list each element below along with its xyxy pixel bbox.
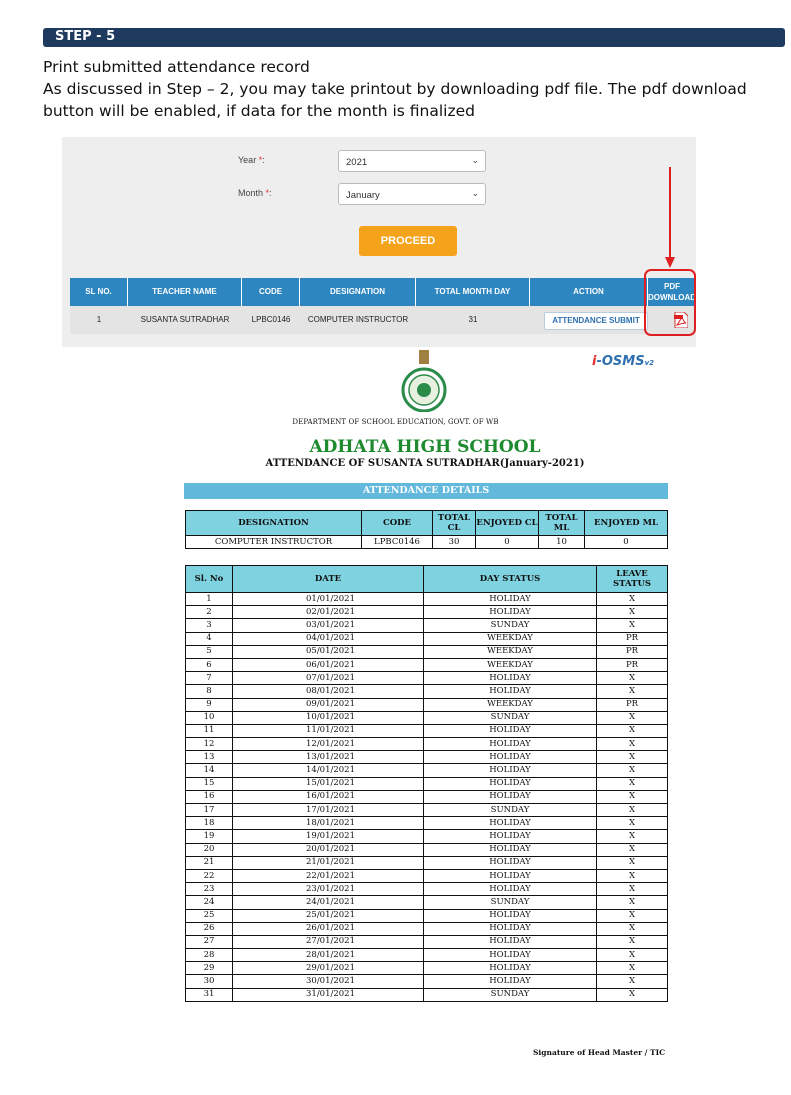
day-date: 15/01/2021 xyxy=(233,777,424,790)
day-leave-status: PR xyxy=(597,632,668,645)
table-row xyxy=(186,698,668,711)
step-header xyxy=(43,28,785,47)
day-status: WEEKDAY xyxy=(424,658,597,671)
day-date: 24/01/2021 xyxy=(233,896,424,909)
day-leave-status: X xyxy=(597,909,668,922)
day-date: 29/01/2021 xyxy=(233,962,424,975)
col-action: ACTION xyxy=(530,278,648,306)
day-status: SUNDAY xyxy=(424,988,597,1001)
table-row xyxy=(186,856,668,869)
day-status: HOLIDAY xyxy=(424,869,597,882)
summary-col-enjoyed-cl: ENJOYED CL xyxy=(476,511,539,536)
summary-col-code: CODE xyxy=(362,511,433,536)
day-leave-status: X xyxy=(597,685,668,698)
day-status: HOLIDAY xyxy=(424,672,597,685)
table-row xyxy=(186,672,668,685)
day-leave-status: PR xyxy=(597,658,668,671)
table-row xyxy=(186,790,668,803)
day-sl: 4 xyxy=(186,632,233,645)
day-sl: 9 xyxy=(186,698,233,711)
highlight-box xyxy=(644,269,696,336)
day-date: 10/01/2021 xyxy=(233,711,424,724)
table-row xyxy=(186,988,668,1001)
school-name: ADHATA HIGH SCHOOL xyxy=(309,437,541,457)
row-code: LPBC0146 xyxy=(251,315,291,324)
day-date: 20/01/2021 xyxy=(233,843,424,856)
day-date: 09/01/2021 xyxy=(233,698,424,711)
day-status: SUNDAY xyxy=(424,711,597,724)
table-row xyxy=(186,935,668,948)
day-leave-status: X xyxy=(597,883,668,896)
table-row xyxy=(186,843,668,856)
table-row xyxy=(186,738,668,751)
table-row xyxy=(186,962,668,975)
day-sl: 24 xyxy=(186,896,233,909)
day-leave-status: X xyxy=(597,790,668,803)
day-leave-status: X xyxy=(597,962,668,975)
day-sl: 26 xyxy=(186,922,233,935)
day-sl: 10 xyxy=(186,711,233,724)
day-date: 21/01/2021 xyxy=(233,856,424,869)
day-sl: 12 xyxy=(186,738,233,751)
table-row xyxy=(186,869,668,882)
day-leave-status: X xyxy=(597,869,668,882)
daily-col-day-status: DAY STATUS xyxy=(424,566,597,593)
day-leave-status: X xyxy=(597,843,668,856)
day-status: WEEKDAY xyxy=(424,698,597,711)
day-date: 23/01/2021 xyxy=(233,883,424,896)
month-select-value: January xyxy=(346,190,380,201)
day-date: 03/01/2021 xyxy=(233,619,424,632)
day-sl: 6 xyxy=(186,658,233,671)
summary-table xyxy=(185,510,668,549)
table-row xyxy=(186,949,668,962)
col-teacher-name: TEACHER NAME xyxy=(128,278,242,306)
day-date: 26/01/2021 xyxy=(233,922,424,935)
day-status: HOLIDAY xyxy=(424,817,597,830)
day-sl: 11 xyxy=(186,724,233,737)
table-row xyxy=(186,593,668,606)
day-sl: 2 xyxy=(186,606,233,619)
day-status: SUNDAY xyxy=(424,804,597,817)
table-row xyxy=(186,645,668,658)
table-row xyxy=(186,883,668,896)
day-date: 19/01/2021 xyxy=(233,830,424,843)
day-date: 31/01/2021 xyxy=(233,988,424,1001)
table-row xyxy=(186,685,668,698)
day-sl: 22 xyxy=(186,869,233,882)
day-sl: 20 xyxy=(186,843,233,856)
month-label: Month *: xyxy=(238,188,272,198)
table-row xyxy=(186,817,668,830)
day-sl: 8 xyxy=(186,685,233,698)
summary-total-cl: 30 xyxy=(433,536,476,549)
summary-enjoyed-cl: 0 xyxy=(476,536,539,549)
day-date: 30/01/2021 xyxy=(233,975,424,988)
table-row xyxy=(186,975,668,988)
table-row xyxy=(186,804,668,817)
summary-total-ml: 10 xyxy=(539,536,585,549)
summary-col-total-ml: TOTAL ML xyxy=(539,511,585,536)
day-status: HOLIDAY xyxy=(424,751,597,764)
year-label: Year *: xyxy=(238,155,265,165)
day-sl: 30 xyxy=(186,975,233,988)
day-leave-status: X xyxy=(597,817,668,830)
day-status: HOLIDAY xyxy=(424,685,597,698)
table-row xyxy=(186,724,668,737)
wb-emblem-icon xyxy=(393,350,455,412)
day-leave-status: X xyxy=(597,830,668,843)
day-status: WEEKDAY xyxy=(424,632,597,645)
summary-code: LPBC0146 xyxy=(362,536,433,549)
col-pdf-download: PDF DOWNLOAD xyxy=(648,282,696,302)
day-sl: 16 xyxy=(186,790,233,803)
col-total-month-day: TOTAL MONTH DAY xyxy=(416,278,530,306)
day-status: HOLIDAY xyxy=(424,975,597,988)
day-date: 04/01/2021 xyxy=(233,632,424,645)
day-status: SUNDAY xyxy=(424,619,597,632)
table-row xyxy=(186,909,668,922)
table-row xyxy=(186,764,668,777)
day-leave-status: X xyxy=(597,751,668,764)
day-sl: 17 xyxy=(186,804,233,817)
row-designation: COMPUTER INSTRUCTOR xyxy=(307,315,409,324)
day-date: 08/01/2021 xyxy=(233,685,424,698)
day-sl: 28 xyxy=(186,949,233,962)
teacher-table-header xyxy=(70,278,696,306)
table-row xyxy=(186,711,668,724)
day-date: 12/01/2021 xyxy=(233,738,424,751)
attendance-details-banner: ATTENDANCE DETAILS xyxy=(184,483,668,499)
day-status: HOLIDAY xyxy=(424,962,597,975)
day-date: 11/01/2021 xyxy=(233,724,424,737)
day-sl: 15 xyxy=(186,777,233,790)
day-status: SUNDAY xyxy=(424,896,597,909)
day-leave-status: X xyxy=(597,619,668,632)
day-status: HOLIDAY xyxy=(424,724,597,737)
daily-attendance-table xyxy=(185,565,668,1002)
table-row xyxy=(186,751,668,764)
day-date: 17/01/2021 xyxy=(233,804,424,817)
day-sl: 31 xyxy=(186,988,233,1001)
day-leave-status: X xyxy=(597,975,668,988)
day-leave-status: X xyxy=(597,764,668,777)
day-sl: 5 xyxy=(186,645,233,658)
day-date: 02/01/2021 xyxy=(233,606,424,619)
row-total-days: 31 xyxy=(468,315,478,324)
day-leave-status: X xyxy=(597,738,668,751)
intro-text xyxy=(43,56,783,122)
day-date: 16/01/2021 xyxy=(233,790,424,803)
day-date: 28/01/2021 xyxy=(233,949,424,962)
day-leave-status: X xyxy=(597,804,668,817)
day-leave-status: X xyxy=(597,672,668,685)
day-sl: 27 xyxy=(186,935,233,948)
day-leave-status: PR xyxy=(597,698,668,711)
day-sl: 13 xyxy=(186,751,233,764)
day-status: HOLIDAY xyxy=(424,830,597,843)
step-label: STEP - 5 xyxy=(55,29,116,44)
summary-enjoyed-ml: 0 xyxy=(585,536,668,549)
day-sl: 19 xyxy=(186,830,233,843)
table-row xyxy=(70,306,696,334)
day-status: HOLIDAY xyxy=(424,949,597,962)
table-row xyxy=(186,606,668,619)
day-date: 01/01/2021 xyxy=(233,593,424,606)
day-leave-status: X xyxy=(597,949,668,962)
daily-col-sl: Sl. No xyxy=(186,566,233,593)
signature-label: Signature of Head Master / TIC xyxy=(533,1048,666,1057)
day-date: 06/01/2021 xyxy=(233,658,424,671)
day-status: HOLIDAY xyxy=(424,777,597,790)
day-date: 25/01/2021 xyxy=(233,909,424,922)
year-select[interactable] xyxy=(338,150,486,172)
day-sl: 3 xyxy=(186,619,233,632)
day-leave-status: X xyxy=(597,606,668,619)
day-status: HOLIDAY xyxy=(424,856,597,869)
arrow-down-icon xyxy=(665,167,675,269)
chevron-down-icon: ⌄ xyxy=(471,188,479,198)
day-sl: 21 xyxy=(186,856,233,869)
day-leave-status: X xyxy=(597,896,668,909)
day-sl: 7 xyxy=(186,672,233,685)
day-leave-status: X xyxy=(597,724,668,737)
day-date: 18/01/2021 xyxy=(233,817,424,830)
day-status: HOLIDAY xyxy=(424,909,597,922)
daily-col-date: DATE xyxy=(233,566,424,593)
day-status: HOLIDAY xyxy=(424,843,597,856)
table-row xyxy=(186,777,668,790)
department-name: DEPARTMENT OF SCHOOL EDUCATION, GOVT. OF WB xyxy=(292,418,499,426)
day-status: HOLIDAY xyxy=(424,738,597,751)
day-leave-status: X xyxy=(597,711,668,724)
day-leave-status: X xyxy=(597,935,668,948)
table-row xyxy=(186,658,668,671)
col-sl-no: SL NO. xyxy=(70,278,128,306)
row-sl: 1 xyxy=(96,315,102,324)
chevron-down-icon: ⌄ xyxy=(471,155,479,165)
day-status: HOLIDAY xyxy=(424,883,597,896)
day-status: HOLIDAY xyxy=(424,606,597,619)
attendance-form-panel xyxy=(62,137,696,347)
day-leave-status: X xyxy=(597,988,668,1001)
proceed-button[interactable]: PROCEED xyxy=(359,226,457,256)
month-select[interactable] xyxy=(338,183,486,205)
day-leave-status: X xyxy=(597,777,668,790)
iosms-logo: i-OSMSv2 xyxy=(592,354,655,369)
day-status: HOLIDAY xyxy=(424,922,597,935)
day-date: 14/01/2021 xyxy=(233,764,424,777)
row-teacher-name: SUSANTA SUTRADHAR xyxy=(140,315,230,324)
day-date: 13/01/2021 xyxy=(233,751,424,764)
day-status: HOLIDAY xyxy=(424,790,597,803)
summary-col-enjoyed-ml: ENJOYED ML xyxy=(585,511,668,536)
table-row xyxy=(186,922,668,935)
day-sl: 25 xyxy=(186,909,233,922)
day-sl: 29 xyxy=(186,962,233,975)
day-leave-status: X xyxy=(597,922,668,935)
intro-line-1: Print submitted attendance record xyxy=(43,58,310,76)
day-date: 27/01/2021 xyxy=(233,935,424,948)
day-date: 07/01/2021 xyxy=(233,672,424,685)
day-sl: 18 xyxy=(186,817,233,830)
report-subtitle: ATTENDANCE OF SUSANTA SUTRADHAR(January-2021) xyxy=(265,458,585,469)
table-row xyxy=(186,632,668,645)
day-status: HOLIDAY xyxy=(424,935,597,948)
day-date: 22/01/2021 xyxy=(233,869,424,882)
day-status: HOLIDAY xyxy=(424,764,597,777)
day-date: 05/01/2021 xyxy=(233,645,424,658)
table-row xyxy=(186,896,668,909)
year-select-value: 2021 xyxy=(346,157,368,168)
day-leave-status: X xyxy=(597,593,668,606)
day-sl: 1 xyxy=(186,593,233,606)
summary-col-designation: DESIGNATION xyxy=(186,511,362,536)
day-sl: 23 xyxy=(186,883,233,896)
table-row xyxy=(186,536,668,549)
summary-col-total-cl: TOTAL CL xyxy=(433,511,476,536)
summary-designation: COMPUTER INSTRUCTOR xyxy=(186,536,362,549)
day-leave-status: PR xyxy=(597,645,668,658)
day-status: WEEKDAY xyxy=(424,645,597,658)
table-row xyxy=(186,619,668,632)
day-leave-status: X xyxy=(597,856,668,869)
col-designation: DESIGNATION xyxy=(300,278,416,306)
day-status: HOLIDAY xyxy=(424,593,597,606)
table-row xyxy=(186,830,668,843)
daily-col-leave-status: LEAVE STATUS xyxy=(597,566,668,593)
col-code: CODE xyxy=(242,278,300,306)
intro-line-2: As discussed in Step – 2, you may take printout by downloading pdf file. The pdf download button will be enabled, if data for the month is finalized xyxy=(43,80,747,120)
attendance-submit-button[interactable]: ATTENDANCE SUBMIT xyxy=(544,312,648,330)
day-sl: 14 xyxy=(186,764,233,777)
